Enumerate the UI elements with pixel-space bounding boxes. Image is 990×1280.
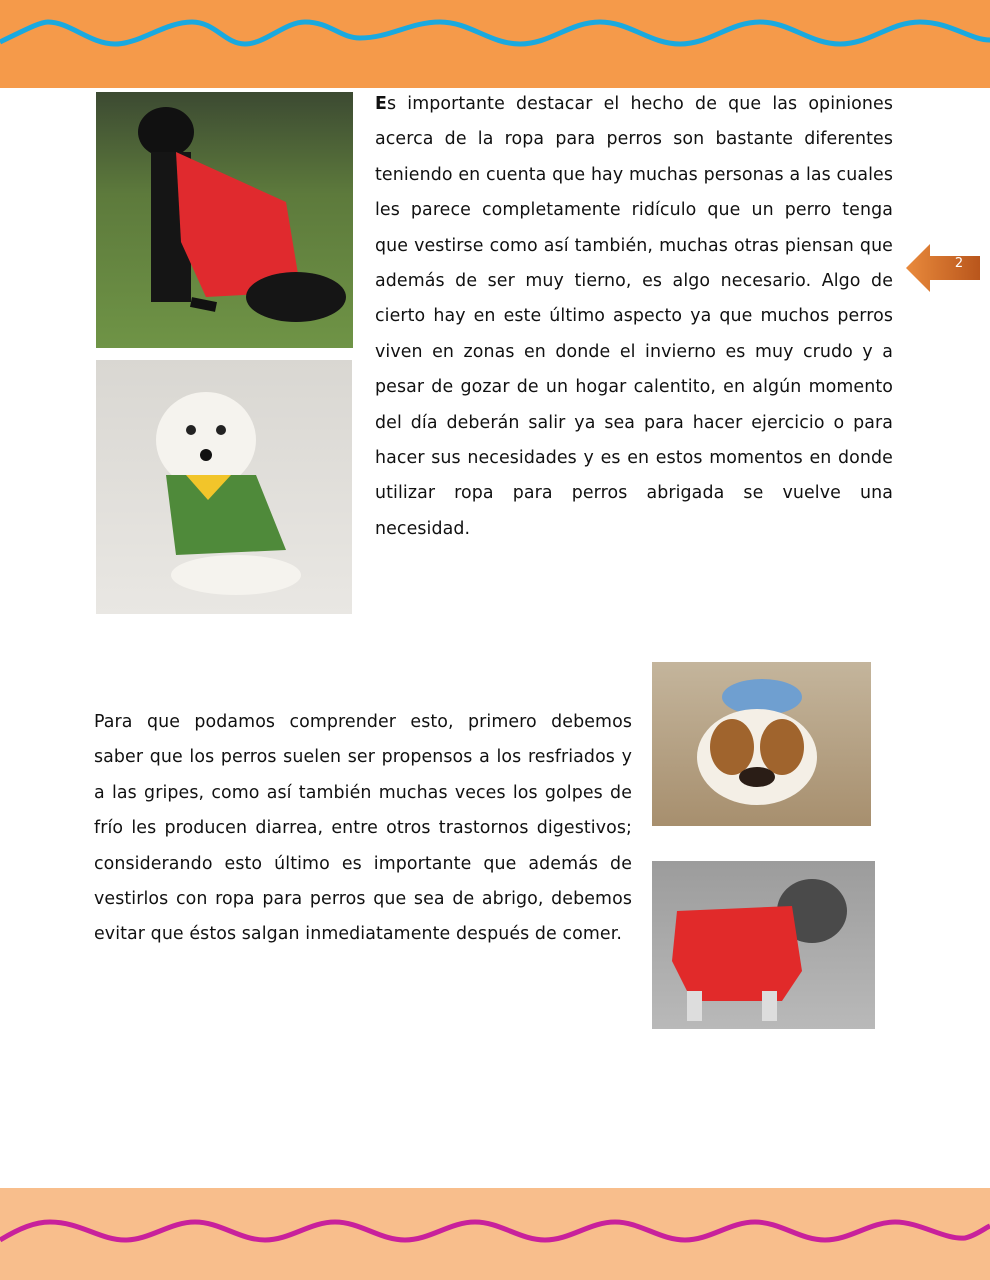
photo-white-dog-green-sweater <box>96 360 352 614</box>
paragraph-text: s importante destacar el hecho de que las opiniones acerca de la ropa para perros son bastante diferentes teniendo en cuenta que hay muchas personas a las cuales les parece completamente ridículo que un perro tenga que vestirse como así también, muchas otras piensan que además de ser muy tierno, es algo necesario. Algo de cierto hay en este último aspecto ya que muchos perros viven en zonas en donde el invierno es muy crudo y a pesar de gozar de un hogar calentito, en algún momento del día deberán salir ya sea para hacer ejercicio o para hacer sus necesidades y es en estos momentos en donde utilizar ropa para perros abrigada se vuelve una necesidad. <box>375 94 893 539</box>
paragraph-health: Para que podamos comprender esto, primero debemos saber que los perros suelen ser propensos a los resfriados y a las gripes, como así también muchas veces los golpes de frío les producen diarrea, entre otros trastornos digestivos; considerando esto último es importante que además de vestirlos con ropa para perros que sea de abrigo, debemos evitar que éstos salgan inmediatamente después de comer. <box>94 712 632 945</box>
drop-initial: E <box>375 94 387 114</box>
wave-decoration <box>0 0 990 88</box>
photo-black-dog-red-coat <box>96 92 353 348</box>
page-number: 2 <box>954 256 964 271</box>
paragraph-clothing-opinions <box>375 87 893 547</box>
photo-bulldog-ice-pack <box>652 662 871 826</box>
header-band <box>0 0 990 88</box>
page-number-arrow <box>906 244 988 292</box>
wave-decoration <box>0 1188 990 1280</box>
footer-band <box>0 1188 990 1280</box>
photo-terrier-red-jacket <box>652 861 875 1029</box>
